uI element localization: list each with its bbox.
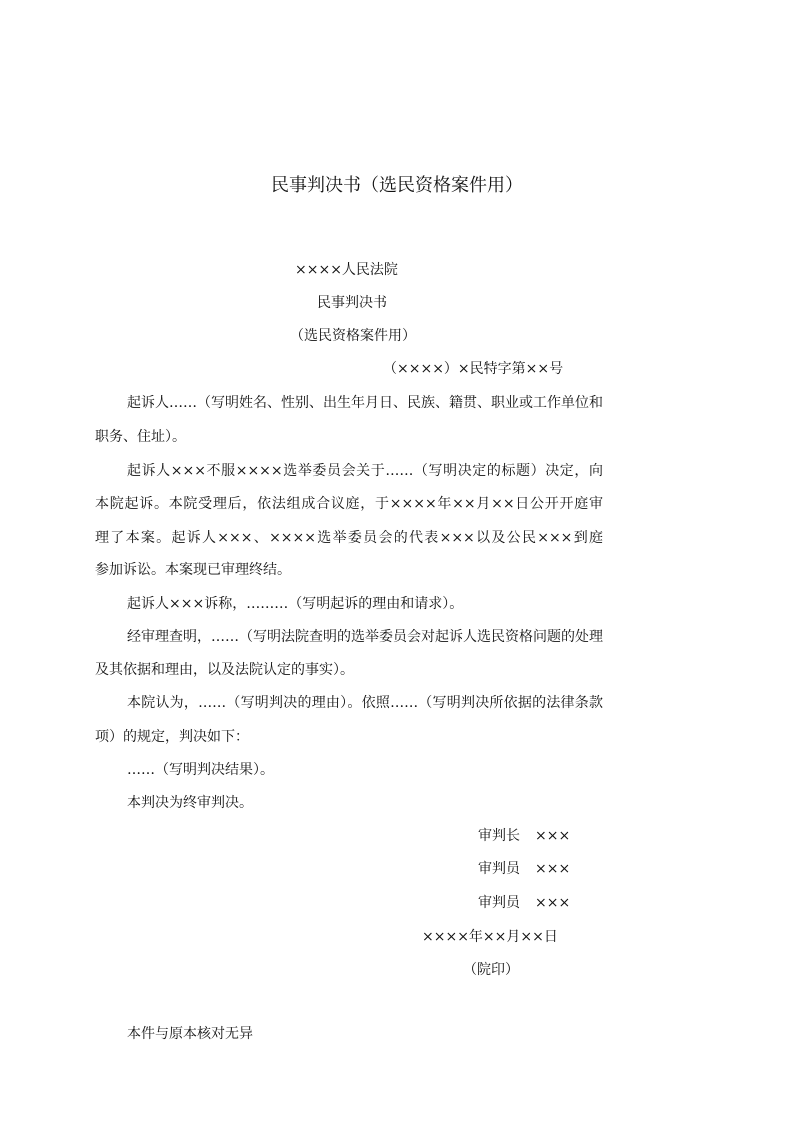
- paragraph-line: 及其依据和理由，以及法院认定的事实）。: [95, 662, 354, 678]
- paragraph-line: 本院认为，……（写明判决的理由）。依照……（写明判决所依据的法律条款: [127, 695, 603, 711]
- signature-name: ×××: [535, 861, 571, 877]
- signature-role: 审判员: [478, 861, 520, 877]
- footer-note: 本件与原本核对无异: [127, 1026, 253, 1042]
- paragraph-line: 经审理查明，……（写明法院查明的选举委员会对起诉人选民资格问题的处理: [127, 629, 603, 645]
- signature-role: 审判员: [478, 895, 520, 911]
- signature-name: ×××: [535, 828, 571, 844]
- paragraph-line: 职务、住址）。: [95, 429, 186, 445]
- document-title: 民事判决书（选民资格案件用）: [271, 175, 523, 196]
- doc-type: 民事判决书: [317, 295, 387, 311]
- paragraph-line: 起诉人……（写明姓名、性别、出生年月日、民族、籍贯、职业或工作单位和: [127, 395, 603, 411]
- paragraph-line: 参加诉讼。本案现已审理终结。: [95, 562, 291, 578]
- signature-name: ×××: [535, 895, 571, 911]
- paragraph-line: 本院起诉。本院受理后，依法组成合议庭，于××××年××月××日公开开庭审: [95, 496, 603, 512]
- paragraph-line: 本判决为终审判决。: [127, 795, 253, 811]
- paragraph-line: 理了本案。起诉人×××、××××选举委员会的代表×××以及公民×××到庭: [95, 530, 603, 546]
- paragraph-line: 起诉人×××不服××××选举委员会关于……（写明决定的标题）决定，向: [127, 463, 603, 479]
- paragraph-line: 项）的规定，判决如下：: [95, 729, 249, 745]
- court-name: ××××人民法院: [295, 262, 398, 278]
- paragraph-line: 起诉人×××诉称，………（写明起诉的理由和请求）。: [127, 596, 464, 612]
- paragraph-line: ……（写明判决结果）。: [127, 762, 274, 778]
- signature-role: 审判长: [478, 828, 520, 844]
- judgment-date: ××××年××月××日: [422, 929, 558, 945]
- doc-subtype: （选民资格案件用）: [290, 328, 416, 344]
- court-seal: （院印）: [463, 962, 519, 978]
- case-number: （××××）×民特字第××号: [383, 361, 564, 377]
